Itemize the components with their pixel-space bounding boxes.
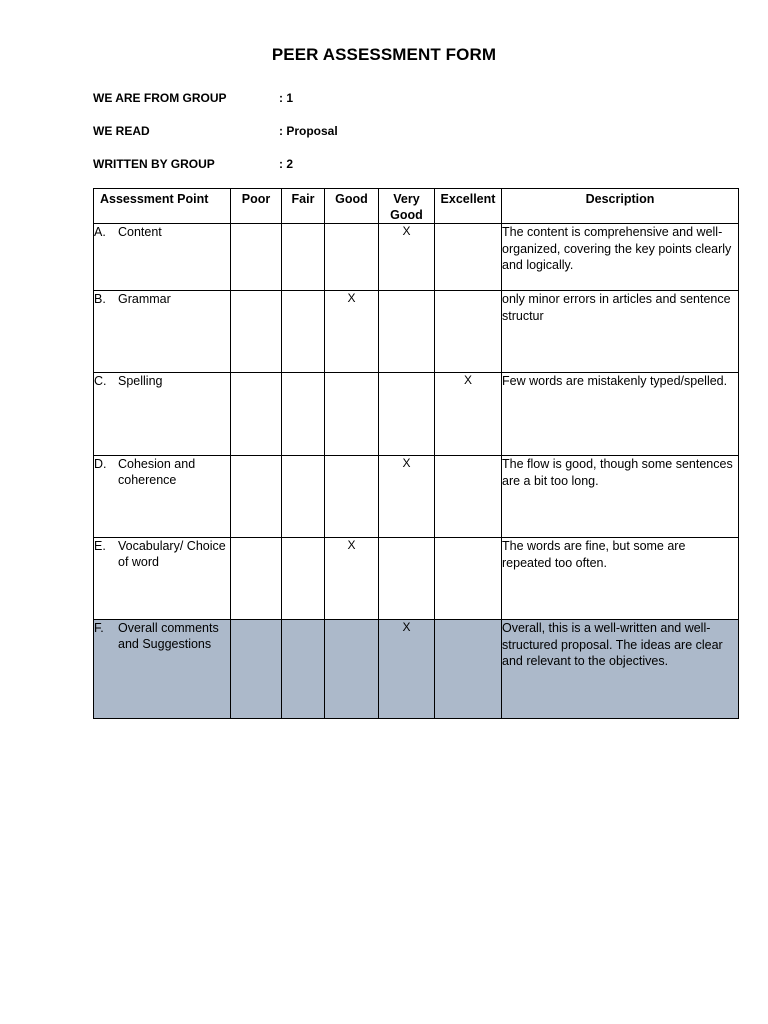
rating-mark: X bbox=[463, 373, 472, 387]
rating-fair-cell bbox=[282, 224, 325, 291]
table-row bbox=[94, 373, 739, 456]
rating-very-good-cell bbox=[379, 291, 435, 373]
meta-value: : 2 bbox=[279, 157, 294, 171]
rating-fair-cell bbox=[282, 456, 325, 538]
meta-label: WE READ bbox=[93, 124, 150, 138]
point-letter: E. bbox=[94, 539, 106, 553]
description-cell: The flow is good, though some sentences are a bit too long. bbox=[502, 456, 739, 538]
description-cell: Overall, this is a well-written and well-structured proposal. The ideas are clear and relevant to the objectives. bbox=[502, 620, 739, 719]
page-title: PEER ASSESSMENT FORM bbox=[271, 45, 497, 64]
rating-very-good-cell bbox=[379, 620, 435, 719]
rating-very-good-cell bbox=[379, 224, 435, 291]
table-header-row bbox=[94, 189, 739, 224]
point-letter: C. bbox=[94, 374, 107, 388]
rating-poor-cell bbox=[231, 620, 282, 719]
table-row bbox=[94, 538, 739, 620]
rating-mark: X bbox=[347, 291, 356, 305]
point-letter: F. bbox=[94, 621, 104, 635]
assessment-point-cell bbox=[94, 456, 231, 538]
meta-row-we-read bbox=[93, 124, 338, 138]
rating-poor-cell bbox=[231, 373, 282, 456]
rating-poor-cell bbox=[231, 456, 282, 538]
table-row bbox=[94, 291, 739, 373]
table-row bbox=[94, 620, 739, 719]
rating-very-good-cell bbox=[379, 538, 435, 620]
meta-label: WE ARE FROM GROUP bbox=[93, 91, 227, 105]
rating-good-cell bbox=[325, 620, 379, 719]
rating-good-cell bbox=[325, 538, 379, 620]
rating-excellent-cell bbox=[435, 224, 502, 291]
assessment-point-cell bbox=[94, 373, 231, 456]
description-cell: The words are fine, but some are repeated too often. bbox=[502, 538, 739, 620]
point-letter: B. bbox=[94, 292, 106, 306]
rating-fair-cell bbox=[282, 620, 325, 719]
point-name: Spelling bbox=[118, 374, 163, 388]
header-description: Description bbox=[502, 189, 739, 224]
header-good: Good bbox=[325, 189, 379, 224]
table-row bbox=[94, 224, 739, 291]
description-cell: The content is comprehensive and well-organized, covering the key points clearly and logically. bbox=[502, 224, 739, 291]
rating-very-good-cell bbox=[379, 373, 435, 456]
point-name: Cohesion and coherence bbox=[118, 457, 196, 487]
rating-fair-cell bbox=[282, 538, 325, 620]
point-name: Overall comments and Suggestions bbox=[118, 621, 219, 651]
rating-good-cell bbox=[325, 224, 379, 291]
rating-good-cell bbox=[325, 456, 379, 538]
point-name: Vocabulary/ Choice of word bbox=[118, 539, 226, 569]
rating-poor-cell bbox=[231, 224, 282, 291]
rating-excellent-cell bbox=[435, 373, 502, 456]
header-fair: Fair bbox=[282, 189, 325, 224]
rating-mark: X bbox=[347, 538, 356, 552]
assessment-point-cell bbox=[94, 291, 231, 373]
rating-mark: X bbox=[402, 456, 411, 470]
table-row bbox=[94, 456, 739, 538]
meta-label: WRITTEN BY GROUP bbox=[93, 157, 215, 171]
assessment-table bbox=[93, 188, 739, 719]
rating-poor-cell bbox=[231, 538, 282, 620]
rating-excellent-cell bbox=[435, 291, 502, 373]
meta-row-written-by-group bbox=[93, 157, 293, 171]
header-poor: Poor bbox=[231, 189, 282, 224]
point-letter: D. bbox=[94, 457, 107, 471]
meta-value: : Proposal bbox=[279, 124, 338, 138]
assessment-point-cell bbox=[94, 620, 231, 719]
header-excellent: Excellent bbox=[435, 189, 502, 224]
rating-good-cell bbox=[325, 373, 379, 456]
description-cell: only minor errors in articles and sentence structur bbox=[502, 291, 739, 373]
header-assessment-point: Assessment Point bbox=[94, 189, 231, 224]
description-cell: Few words are mistakenly typed/spelled. bbox=[502, 373, 739, 456]
rating-excellent-cell bbox=[435, 620, 502, 719]
rating-fair-cell bbox=[282, 373, 325, 456]
rating-mark: X bbox=[402, 224, 411, 238]
meta-row-from-group bbox=[93, 91, 293, 105]
rating-good-cell bbox=[325, 291, 379, 373]
meta-value: : 1 bbox=[279, 91, 294, 105]
point-name: Content bbox=[118, 225, 162, 239]
rating-excellent-cell bbox=[435, 538, 502, 620]
point-name: Grammar bbox=[118, 292, 171, 306]
rating-excellent-cell bbox=[435, 456, 502, 538]
assessment-point-cell bbox=[94, 224, 231, 291]
assessment-point-cell bbox=[94, 538, 231, 620]
header-very-good: Very Good bbox=[379, 189, 435, 224]
rating-fair-cell bbox=[282, 291, 325, 373]
rating-mark: X bbox=[402, 620, 411, 634]
rating-poor-cell bbox=[231, 291, 282, 373]
point-letter: A. bbox=[94, 225, 106, 239]
rating-very-good-cell bbox=[379, 456, 435, 538]
